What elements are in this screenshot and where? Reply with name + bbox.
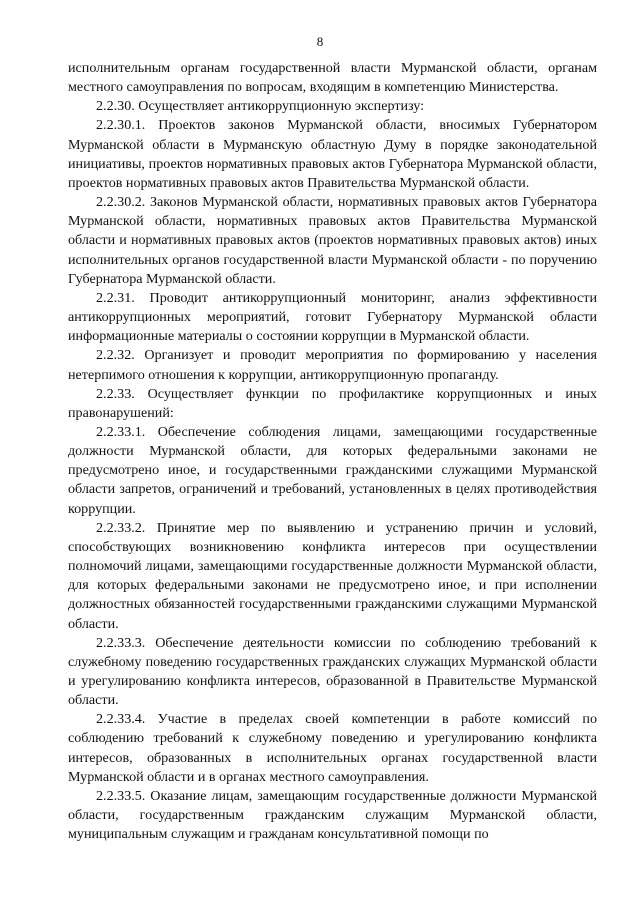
paragraph-2-2-30-2: 2.2.30.2. Законов Мурманской области, нормативных правовых актов Губернатора Мурманской области, нормативных правовых актов Правительства Мурманской области и нормативных правовых актов (проектов нормативных правовых актов) иных исполнительных органов государственной власти Мурманской области - по поручению Губернатора Мурманской области. xyxy=(68,194,597,287)
paragraph-2-2-33-5: 2.2.33.5. Оказание лицам, замещающим государственные должности Мурманской области, государственным гражданским служащим Мурманской области, муниципальным служащим и гражданам консультативной помощи по xyxy=(68,787,597,843)
paragraph-2-2-30: 2.2.30. Осуществляет антикоррупционную экспертизу: xyxy=(96,98,425,115)
paragraph-2-2-33-2: 2.2.33.2. Принятие мер по выявлению и устранению причин и условий, способствующих возникновению конфликта интересов при осуществлении полномочий лицами, замещающими государственные должности Мурманской области, для которых федеральными законами не предусмотрено иное, и при исполнении должностных обязанностей государственными гражданскими служащими Мурманской области. xyxy=(68,519,597,632)
paragraph-2-2-33: 2.2.33. Осуществляет функции по профилактике коррупционных и иных правонарушений: xyxy=(68,385,597,421)
page-number: 8 xyxy=(316,34,324,49)
paragraph-2-2-30-1: 2.2.30.1. Проектов законов Мурманской области, вносимых Губернатором Мурманской области в Мурманскую областную Думу в порядке законодательной инициативы, проектов нормативных правовых актов Губернатора Мурманской области, проектов нормативных правовых актов Правительства Мурманской области. xyxy=(68,117,597,191)
paragraph-continuation: исполнительным органам государственной власти Мурманской области, органам местного самоуправления по вопросам, входящим в компетенцию Министерства. xyxy=(68,60,597,96)
paragraph-2-2-33-1: 2.2.33.1. Обеспечение соблюдения лицами, замещающими государственные должности Мурманской области, для которых федеральными законами не предусмотрено иное, и государственными гражданскими служащими Мурманской области запретов, ограничений и требований, установленных в целях противодействия коррупции. xyxy=(68,423,597,517)
paragraph-2-2-32: 2.2.32. Организует и проводит мероприятия по формированию у населения нетерпимого отношения к коррупции, антикоррупционную пропаганду. xyxy=(68,347,597,383)
document-body xyxy=(68,59,597,844)
paragraph-2-2-33-3: 2.2.33.3. Обеспечение деятельности комиссии по соблюдению требований к служебному поведению государственных гражданских служащих Мурманской области и урегулированию конфликта интересов, образованной в Правительстве Мурманской области. xyxy=(68,634,597,709)
paragraph-2-2-31: 2.2.31. Проводит антикоррупционный мониторинг, анализ эффективности антикоррупционных мероприятий, готовит Губернатору Мурманской области информационные материалы о состоянии коррупции в Мурманской области. xyxy=(68,289,597,345)
paragraph-2-2-33-4: 2.2.33.4. Участие в пределах своей компетенции в работе комиссий по соблюдению требований к служебному поведению и урегулированию конфликта интересов, образованных в исполнительных органах государственной власти Мурманской области и в органах местного самоуправления. xyxy=(68,711,597,785)
